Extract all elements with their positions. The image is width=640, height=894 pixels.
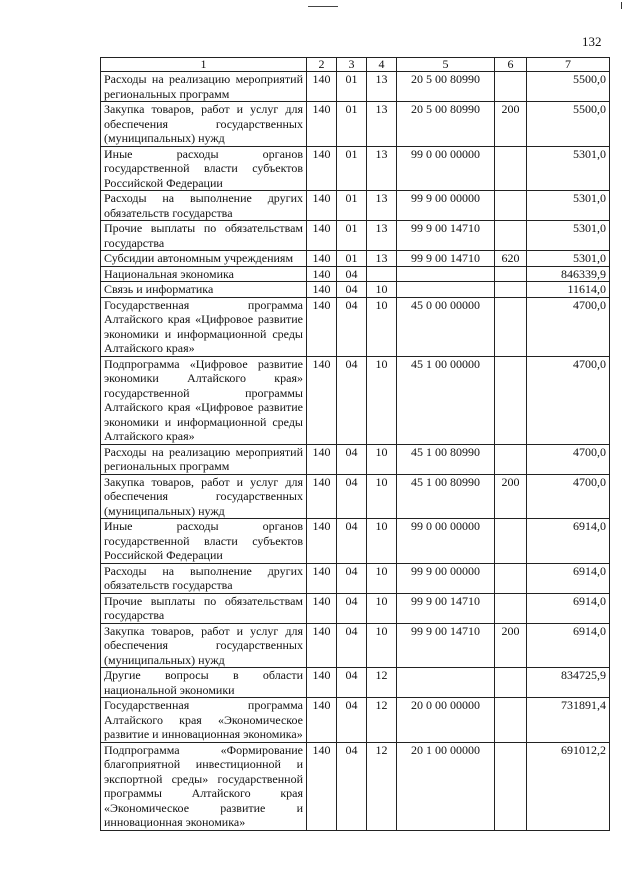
target-article-cell	[397, 266, 495, 282]
subsection-code-cell: 10	[367, 282, 397, 298]
section-code-cell: 04	[337, 519, 367, 564]
target-article-cell: 99 9 00 14710	[397, 593, 495, 623]
expense-type-cell	[495, 266, 527, 282]
table-row	[101, 72, 610, 102]
ministry-code-cell: 140	[307, 282, 337, 298]
row-name-cell: Подпрограмма «Формирование благоприятной инвестиционной и экспортной среды» государственной программы Алтайского края «Экономическое развитие и инновационная экономика»	[101, 742, 307, 830]
ministry-code-cell: 140	[307, 72, 337, 102]
amount-cell: 5301,0	[527, 221, 610, 251]
target-article-cell: 45 0 00 00000	[397, 297, 495, 356]
amount-cell: 4700,0	[527, 356, 610, 444]
target-article-cell: 45 1 00 00000	[397, 356, 495, 444]
amount-cell: 11614,0	[527, 282, 610, 298]
section-code-cell: 04	[337, 668, 367, 698]
section-code-cell: 01	[337, 221, 367, 251]
table-row	[101, 698, 610, 743]
ministry-code-cell: 140	[307, 474, 337, 519]
amount-cell: 4700,0	[527, 444, 610, 474]
column-header: 4	[367, 58, 397, 72]
row-name-cell: Расходы на реализацию мероприятий региональных программ	[101, 72, 307, 102]
table-row	[101, 102, 610, 147]
row-name-cell: Прочие выплаты по обязательствам государства	[101, 221, 307, 251]
expense-type-cell	[495, 593, 527, 623]
amount-cell: 6914,0	[527, 519, 610, 564]
section-code-cell: 04	[337, 474, 367, 519]
amount-cell: 731891,4	[527, 698, 610, 743]
amount-cell: 691012,2	[527, 742, 610, 830]
ministry-code-cell: 140	[307, 668, 337, 698]
subsection-code-cell: 10	[367, 519, 397, 564]
target-article-cell	[397, 282, 495, 298]
section-code-cell: 01	[337, 72, 367, 102]
subsection-code-cell: 13	[367, 146, 397, 191]
target-article-cell: 99 9 00 14710	[397, 623, 495, 668]
target-article-cell: 99 0 00 00000	[397, 146, 495, 191]
amount-cell: 5500,0	[527, 102, 610, 147]
row-name-cell: Национальная экономика	[101, 266, 307, 282]
section-code-cell: 01	[337, 191, 367, 221]
table-header-row	[101, 58, 610, 72]
expense-type-cell	[495, 668, 527, 698]
subsection-code-cell: 13	[367, 221, 397, 251]
target-article-cell	[397, 668, 495, 698]
column-header: 7	[527, 58, 610, 72]
table-row	[101, 266, 610, 282]
expense-type-cell	[495, 698, 527, 743]
table-row	[101, 251, 610, 267]
row-name-cell: Иные расходы органов государственной власти субъектов Российской Федерации	[101, 519, 307, 564]
table-row	[101, 668, 610, 698]
ministry-code-cell: 140	[307, 444, 337, 474]
ministry-code-cell: 140	[307, 297, 337, 356]
subsection-code-cell: 13	[367, 102, 397, 147]
budget-table	[100, 57, 610, 831]
table-row	[101, 221, 610, 251]
page-number: 132	[582, 34, 602, 49]
target-article-cell: 45 1 00 80990	[397, 474, 495, 519]
target-article-cell: 99 9 00 14710	[397, 251, 495, 267]
target-article-cell: 20 0 00 00000	[397, 698, 495, 743]
table-row	[101, 623, 610, 668]
target-article-cell: 99 9 00 00000	[397, 191, 495, 221]
amount-cell: 4700,0	[527, 297, 610, 356]
table-row	[101, 191, 610, 221]
subsection-code-cell: 10	[367, 356, 397, 444]
amount-cell: 6914,0	[527, 593, 610, 623]
table-row	[101, 563, 610, 593]
amount-cell: 4700,0	[527, 474, 610, 519]
section-code-cell: 04	[337, 593, 367, 623]
table-row	[101, 146, 610, 191]
subsection-code-cell: 10	[367, 474, 397, 519]
section-code-cell: 04	[337, 282, 367, 298]
expense-type-cell: 200	[495, 102, 527, 147]
row-name-cell: Закупка товаров, работ и услуг для обеспечения государственных (муниципальных) нужд	[101, 102, 307, 147]
expense-type-cell	[495, 282, 527, 298]
subsection-code-cell: 13	[367, 72, 397, 102]
subsection-code-cell: 10	[367, 623, 397, 668]
row-name-cell: Расходы на реализацию мероприятий региональных программ	[101, 444, 307, 474]
section-code-cell: 01	[337, 146, 367, 191]
expense-type-cell	[495, 519, 527, 564]
section-code-cell: 04	[337, 563, 367, 593]
column-header: 5	[397, 58, 495, 72]
target-article-cell: 20 5 00 80990	[397, 72, 495, 102]
table-row	[101, 519, 610, 564]
subsection-code-cell: 10	[367, 444, 397, 474]
section-code-cell: 04	[337, 356, 367, 444]
row-name-cell: Другие вопросы в области национальной экономики	[101, 668, 307, 698]
ministry-code-cell: 140	[307, 251, 337, 267]
expense-type-cell	[495, 297, 527, 356]
table-row	[101, 297, 610, 356]
section-code-cell: 04	[337, 444, 367, 474]
table-row	[101, 474, 610, 519]
ministry-code-cell: 140	[307, 102, 337, 147]
row-name-cell: Подпрограмма «Цифровое развитие экономики Алтайского края» государственной программы Алтайского края «Цифровое развитие экономики и информационной среды Алтайского края»	[101, 356, 307, 444]
ministry-code-cell: 140	[307, 623, 337, 668]
row-name-cell: Закупка товаров, работ и услуг для обеспечения государственных (муниципальных) нужд	[101, 474, 307, 519]
ministry-code-cell: 140	[307, 266, 337, 282]
table-row	[101, 742, 610, 830]
expense-type-cell	[495, 191, 527, 221]
subsection-code-cell: 13	[367, 251, 397, 267]
row-name-cell: Государственная программа Алтайского края «Цифровое развитие экономики и информационной среды Алтайского края»	[101, 297, 307, 356]
subsection-code-cell: 10	[367, 297, 397, 356]
amount-cell: 834725,9	[527, 668, 610, 698]
target-article-cell: 99 9 00 00000	[397, 563, 495, 593]
expense-type-cell	[495, 742, 527, 830]
column-header: 6	[495, 58, 527, 72]
expense-type-cell	[495, 72, 527, 102]
subsection-code-cell: 12	[367, 668, 397, 698]
row-name-cell: Прочие выплаты по обязательствам государства	[101, 593, 307, 623]
section-code-cell: 04	[337, 698, 367, 743]
subsection-code-cell: 12	[367, 742, 397, 830]
ministry-code-cell: 140	[307, 698, 337, 743]
expense-type-cell	[495, 221, 527, 251]
amount-cell: 6914,0	[527, 623, 610, 668]
row-name-cell: Государственная программа Алтайского края «Экономическое развитие и инновационная экономика»	[101, 698, 307, 743]
target-article-cell: 20 1 00 00000	[397, 742, 495, 830]
ministry-code-cell: 140	[307, 356, 337, 444]
section-code-cell: 01	[337, 251, 367, 267]
ministry-code-cell: 140	[307, 191, 337, 221]
column-header: 3	[337, 58, 367, 72]
row-name-cell: Закупка товаров, работ и услуг для обеспечения государственных (муниципальных) нужд	[101, 623, 307, 668]
subsection-code-cell: 10	[367, 593, 397, 623]
ministry-code-cell: 140	[307, 742, 337, 830]
subsection-code-cell: 13	[367, 191, 397, 221]
section-code-cell: 01	[337, 102, 367, 147]
table-row	[101, 356, 610, 444]
target-article-cell: 99 0 00 00000	[397, 519, 495, 564]
table-row	[101, 593, 610, 623]
target-article-cell: 20 5 00 80990	[397, 102, 495, 147]
table-row	[101, 444, 610, 474]
edge-scan-tick	[621, 2, 622, 9]
amount-cell: 6914,0	[527, 563, 610, 593]
expense-type-cell: 200	[495, 474, 527, 519]
section-code-cell: 04	[337, 266, 367, 282]
ministry-code-cell: 140	[307, 519, 337, 564]
subsection-code-cell	[367, 266, 397, 282]
section-code-cell: 04	[337, 297, 367, 356]
subsection-code-cell: 12	[367, 698, 397, 743]
row-name-cell: Расходы на выполнение других обязательств государства	[101, 563, 307, 593]
amount-cell: 5301,0	[527, 251, 610, 267]
subsection-code-cell: 10	[367, 563, 397, 593]
row-name-cell: Связь и информатика	[101, 282, 307, 298]
ministry-code-cell: 140	[307, 593, 337, 623]
expense-type-cell: 620	[495, 251, 527, 267]
amount-cell: 5500,0	[527, 72, 610, 102]
expense-type-cell	[495, 146, 527, 191]
row-name-cell: Субсидии автономным учреждениям	[101, 251, 307, 267]
row-name-cell: Расходы на выполнение других обязательств государства	[101, 191, 307, 221]
expense-type-cell	[495, 444, 527, 474]
top-scan-mark	[308, 6, 338, 7]
amount-cell: 5301,0	[527, 191, 610, 221]
column-header: 1	[101, 58, 307, 72]
column-header: 2	[307, 58, 337, 72]
section-code-cell: 04	[337, 742, 367, 830]
section-code-cell: 04	[337, 623, 367, 668]
target-article-cell: 45 1 00 80990	[397, 444, 495, 474]
ministry-code-cell: 140	[307, 146, 337, 191]
ministry-code-cell: 140	[307, 221, 337, 251]
table-row	[101, 282, 610, 298]
expense-type-cell: 200	[495, 623, 527, 668]
budget-table-container	[100, 57, 609, 831]
ministry-code-cell: 140	[307, 563, 337, 593]
amount-cell: 846339,9	[527, 266, 610, 282]
row-name-cell: Иные расходы органов государственной власти субъектов Российской Федерации	[101, 146, 307, 191]
expense-type-cell	[495, 563, 527, 593]
expense-type-cell	[495, 356, 527, 444]
target-article-cell: 99 9 00 14710	[397, 221, 495, 251]
amount-cell: 5301,0	[527, 146, 610, 191]
